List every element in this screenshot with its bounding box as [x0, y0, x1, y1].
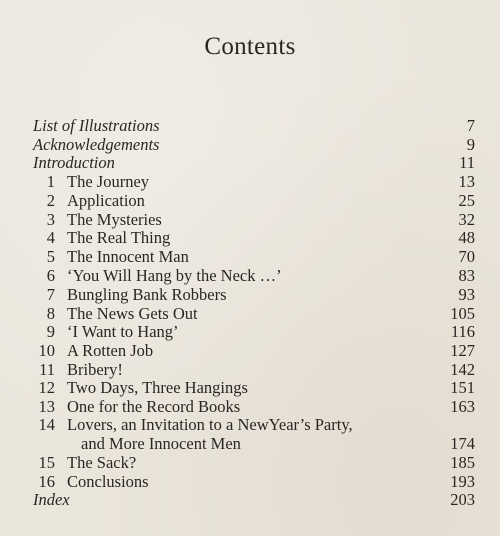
entry-title: The Mysteries — [67, 210, 162, 229]
page-number: 203 — [450, 490, 475, 509]
entry-title: The Innocent Man — [67, 247, 189, 266]
toc-entry — [0, 173, 500, 191]
entry-title: Index — [33, 490, 70, 509]
page-number: 93 — [458, 285, 475, 304]
toc-entry — [0, 211, 500, 229]
chapter-number: 13 — [38, 397, 55, 416]
entry-title: Application — [67, 191, 145, 210]
chapter-number: 3 — [46, 210, 55, 229]
entry-title: The Real Thing — [67, 228, 171, 247]
entry-title: Lovers, an Invitation to a NewYear’s Party, — [67, 415, 353, 434]
page-number: 116 — [450, 322, 475, 341]
page-number: 163 — [450, 397, 475, 416]
chapter-number: 8 — [46, 304, 55, 323]
entry-title: Bungling Bank Robbers — [67, 285, 227, 304]
chapter-number: 2 — [46, 191, 55, 210]
chapter-number: 11 — [39, 360, 55, 379]
toc-entry — [0, 379, 500, 397]
chapter-number: 5 — [46, 247, 55, 266]
page-number: 185 — [450, 453, 475, 472]
chapter-number: 14 — [38, 415, 55, 434]
chapter-number: 10 — [38, 341, 55, 360]
toc-entry — [0, 361, 500, 379]
entry-title: Acknowledgements — [33, 135, 160, 154]
chapter-number: 15 — [38, 453, 55, 472]
page-number: 11 — [459, 153, 475, 172]
toc-entry — [0, 192, 500, 210]
entry-title: ‘You Will Hang by the Neck …’ — [67, 266, 282, 285]
chapter-number: 1 — [46, 172, 55, 191]
entry-title: The Sack? — [67, 453, 137, 472]
page-number: 83 — [458, 266, 475, 285]
toc-entry — [0, 398, 500, 416]
page-number: 32 — [458, 210, 475, 229]
page-number: 70 — [458, 247, 475, 266]
entry-title: The News Gets Out — [67, 304, 198, 323]
entry-title: List of Illustrations — [33, 116, 160, 135]
toc-entry — [0, 416, 500, 434]
toc-entry — [0, 305, 500, 323]
chapter-number: 4 — [46, 228, 55, 247]
page-number: 127 — [450, 341, 475, 360]
page-number: 9 — [466, 135, 475, 154]
chapter-number: 9 — [46, 322, 55, 341]
toc-entry — [0, 267, 500, 285]
page-title: Contents — [204, 33, 296, 60]
entry-title: The Journey — [67, 172, 150, 191]
page-number: 105 — [450, 304, 475, 323]
toc-entry — [0, 491, 500, 509]
page-number: 142 — [450, 360, 475, 379]
toc-entry — [0, 454, 500, 472]
toc-entry — [0, 435, 500, 453]
entry-title: One for the Record Books — [67, 397, 241, 416]
page-number: 25 — [458, 191, 475, 210]
page-number: 151 — [450, 378, 475, 397]
entry-title: Bribery! — [67, 360, 123, 379]
toc-entry — [0, 323, 500, 341]
entry-title: Introduction — [33, 153, 115, 172]
toc-entry — [0, 286, 500, 304]
toc-entry — [0, 154, 500, 172]
toc-entry — [0, 136, 500, 154]
toc-entry — [0, 248, 500, 266]
entry-title: A Rotten Job — [67, 341, 154, 360]
page-number: 193 — [450, 472, 475, 491]
toc-entry — [0, 342, 500, 360]
page-number: 7 — [466, 116, 475, 135]
page-number: 48 — [458, 228, 475, 247]
entry-title: and More Innocent Men — [81, 434, 241, 453]
toc-entry — [0, 473, 500, 491]
page-number: 174 — [450, 434, 475, 453]
chapter-number: 16 — [38, 472, 55, 491]
toc-entry — [0, 229, 500, 247]
chapter-number: 12 — [38, 378, 55, 397]
page-number: 13 — [458, 172, 475, 191]
entry-title: ‘I Want to Hang’ — [67, 322, 179, 341]
entry-title: Conclusions — [67, 472, 149, 491]
toc-entry — [0, 117, 500, 135]
chapter-number: 7 — [46, 285, 55, 304]
chapter-number: 6 — [46, 266, 55, 285]
entry-title: Two Days, Three Hangings — [67, 378, 248, 397]
